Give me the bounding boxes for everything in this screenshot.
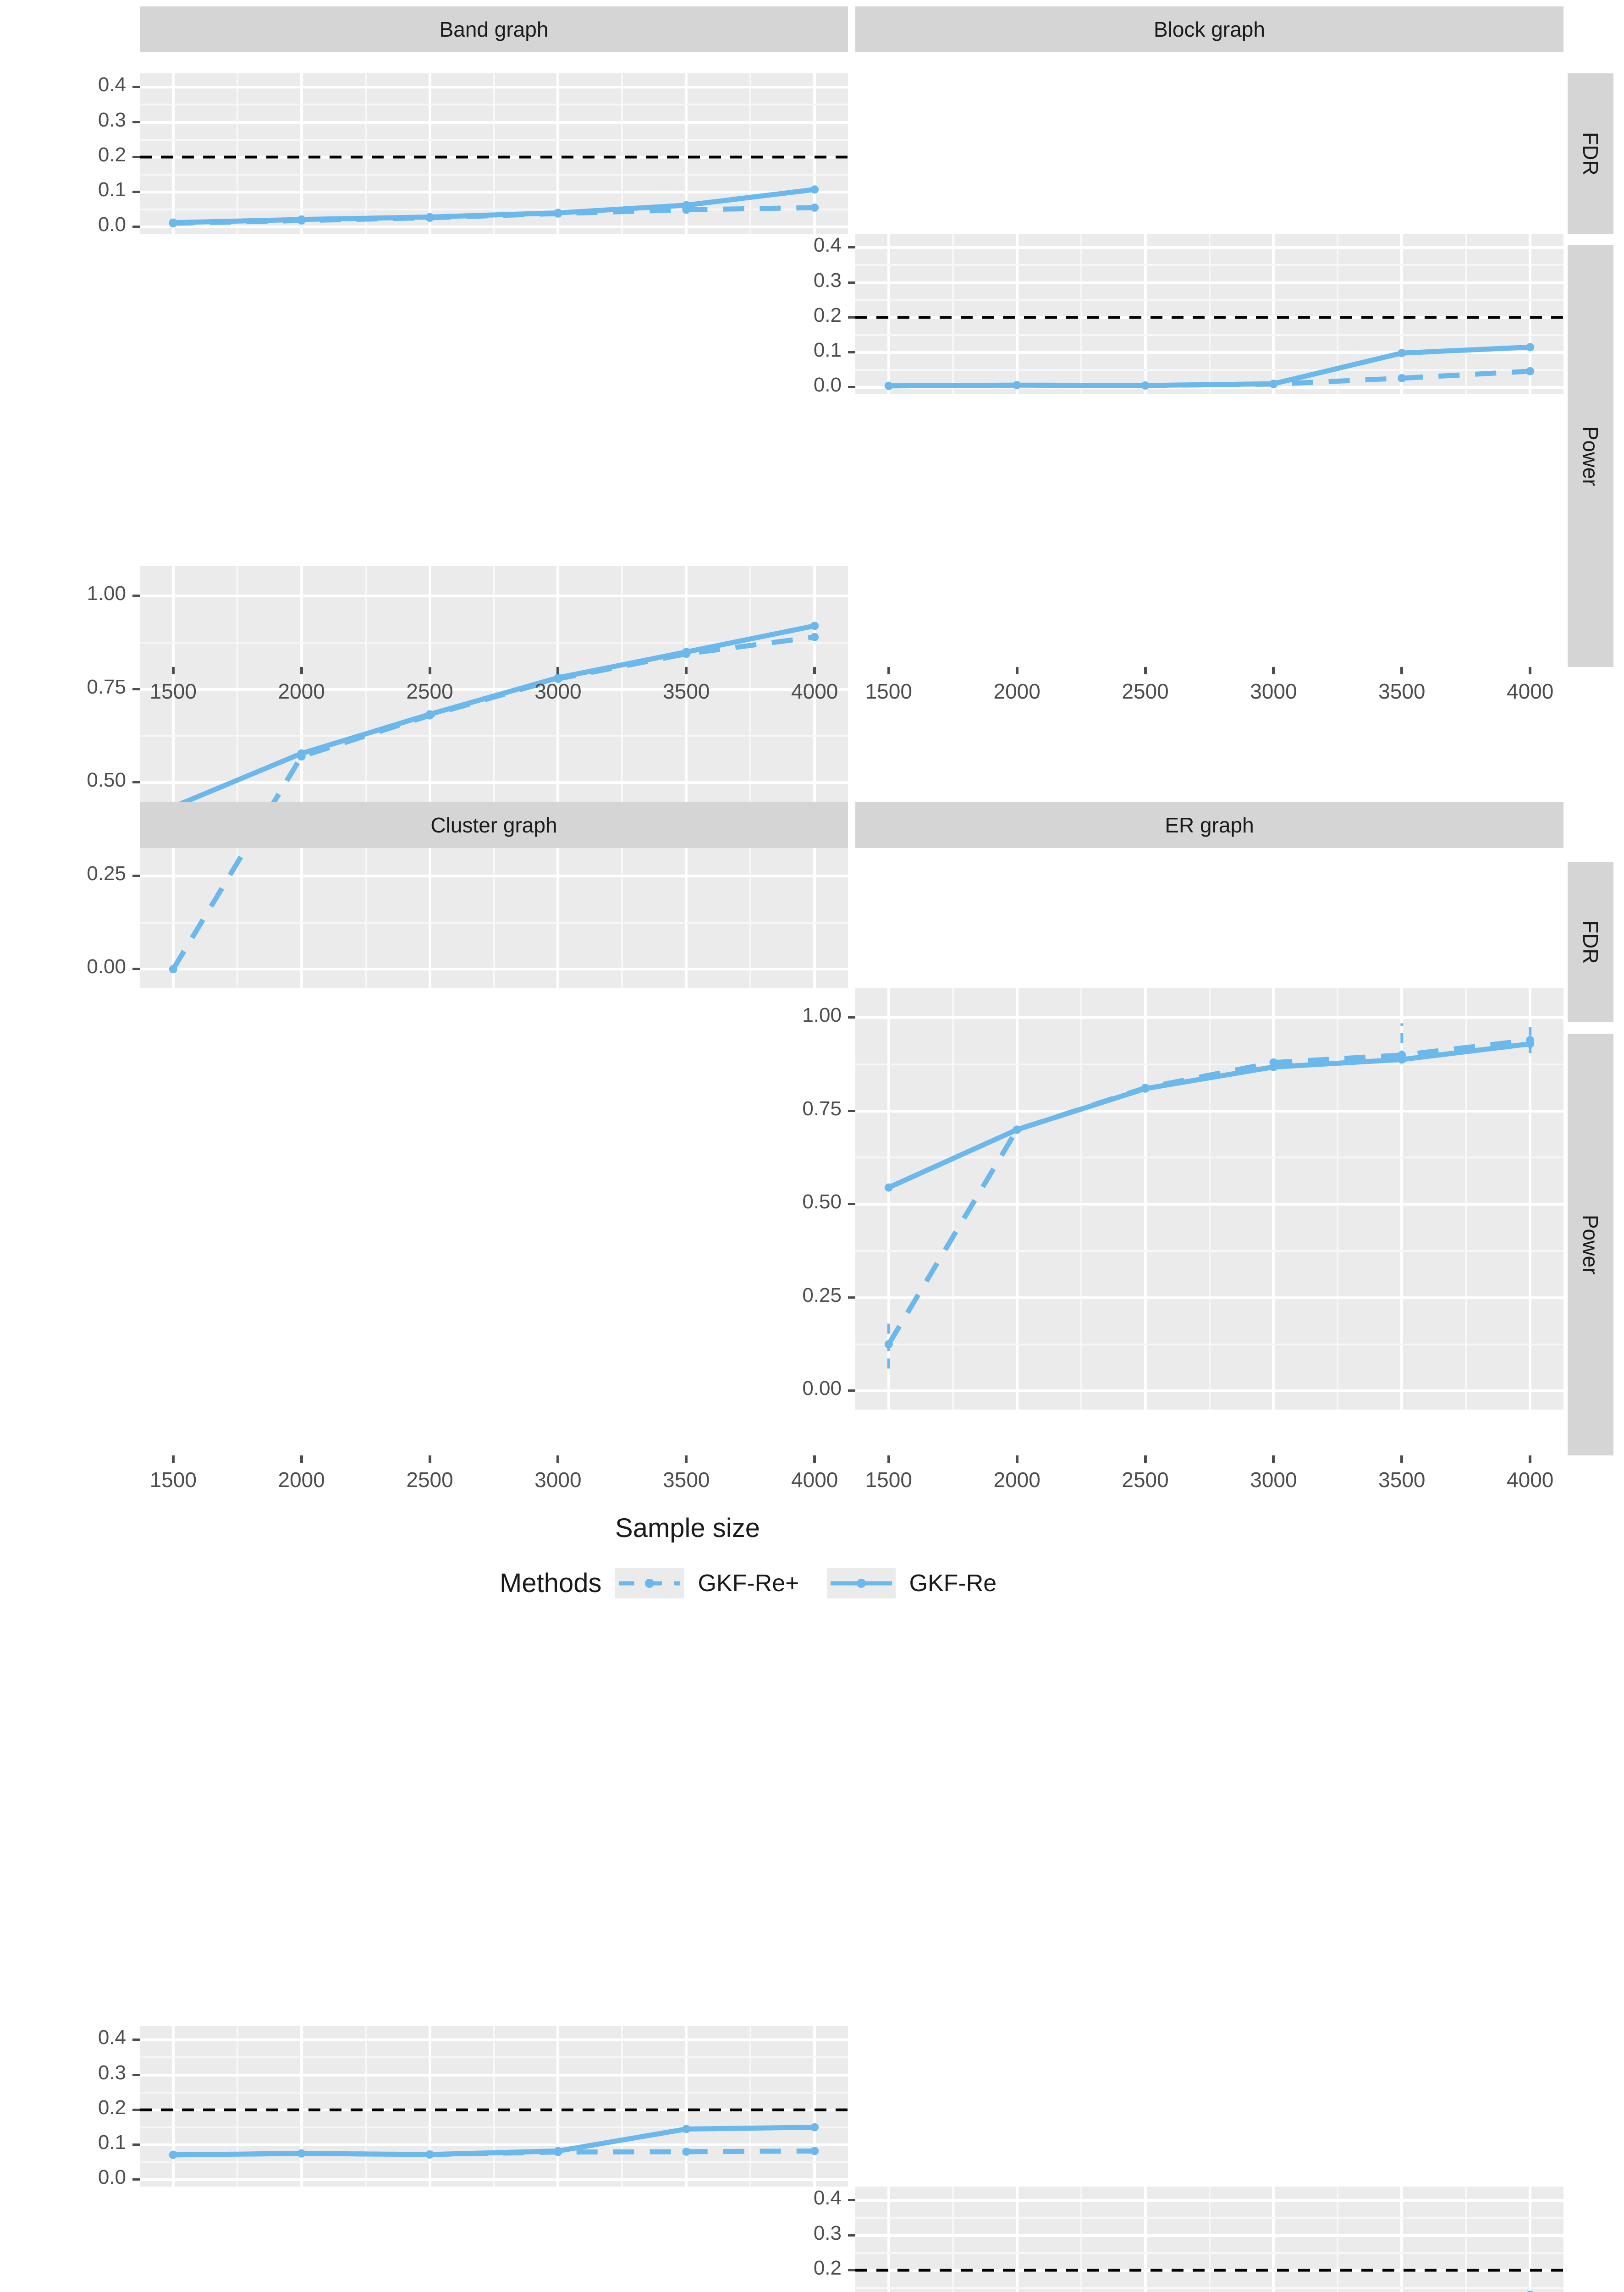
y-axis-tick-mark [132,875,140,877]
y-axis-tick-label: 0.2 [813,2256,842,2279]
y-axis-tick-label: 1.00 [802,1004,842,1027]
x-axis-tick-mark [685,667,688,674]
y-axis-tick-label: 0.4 [98,73,126,96]
y-axis-tick-label: 0.1 [98,2131,126,2154]
row-strip-fdr-bottom [1568,862,1613,1022]
x-axis-tick-label: 2000 [278,1468,325,1492]
y-axis-tick-mark [132,121,140,123]
panel-strip-label: Block graph [1154,17,1265,41]
x-axis-tick-label: 2500 [406,1468,453,1492]
y-axis-tick-label: 0.25 [87,862,126,885]
legend-line-dashed-icon [615,1568,684,1598]
y-axis-tick-label: 0.3 [98,108,126,131]
x-axis-tick-label: 4000 [1507,1468,1554,1492]
x-axis-tick-label: 1500 [865,679,912,703]
legend-line-solid-icon [827,1568,896,1598]
x-axis-tick-label: 3000 [534,1468,582,1492]
series-layer [855,2187,1563,2292]
series-layer [855,234,1563,394]
y-axis-tick-mark [848,1110,855,1112]
legend-title: Methods [500,1568,602,1598]
y-axis-tick-mark [848,351,855,353]
panel-cluster-fdr [140,2026,848,2187]
y-axis-tick-mark [848,2199,855,2201]
x-axis-tick-label: 3500 [1378,679,1426,703]
x-axis-tick-mark [1144,1455,1147,1463]
x-axis-tick-mark [1272,1455,1275,1463]
x-axis-tick-label: 3500 [1378,1468,1426,1492]
series-layer [140,2026,848,2187]
y-axis-tick-mark [848,1296,855,1299]
x-axis-tick-label: 3000 [534,679,582,703]
x-axis-tick-label: 2000 [278,679,325,703]
y-axis-tick-mark [132,226,140,228]
series-layer [855,988,1563,1410]
y-axis-tick-label: 0.2 [98,143,126,166]
y-axis-tick-label: 0.1 [813,338,842,361]
x-axis-tick-label: 1500 [149,1468,197,1492]
panel-strip-label: Band graph [439,17,549,41]
y-axis-tick-mark [132,156,140,158]
y-axis-tick-label: 0.3 [98,2061,126,2084]
row-strip-power-bottom [1568,1034,1613,1455]
x-axis-tick-mark [172,1455,175,1463]
series-layer [140,73,848,234]
y-axis-tick-label: 0.50 [87,769,126,792]
x-axis-tick-label: 4000 [791,1468,838,1492]
y-axis-tick-label: 0.4 [813,234,842,257]
y-axis-tick-label: 0.0 [98,2165,126,2188]
panel-band-fdr [140,73,848,234]
panel-strip-cluster-graph [140,802,848,848]
x-axis-tick-mark [813,667,816,674]
y-axis-tick-label: 0.75 [802,1097,842,1120]
x-axis-tick-mark [1272,667,1275,674]
x-axis-tick-label: 2500 [1122,679,1169,703]
x-axis-tick-mark [1016,667,1018,674]
legend-key-gkf-re [827,1568,896,1598]
y-axis-tick-mark [848,2234,855,2237]
legend [500,1568,996,1598]
y-axis-tick-label: 0.2 [813,303,842,326]
x-axis-tick-mark [1400,667,1403,674]
y-axis-tick-label: 0.3 [813,269,842,292]
y-axis-tick-mark [132,2109,140,2111]
x-axis-tick-mark [172,667,175,674]
x-axis-tick-label: 3500 [663,679,710,703]
x-axis-tick-mark [1529,667,1531,674]
legend-key-gkf-re-plus [615,1568,684,1598]
y-axis-tick-mark [132,781,140,783]
panel-strip-label: Cluster graph [430,813,557,837]
row-strip-label: FDR [1579,132,1602,176]
y-axis-tick-label: 0.00 [802,1377,842,1400]
y-axis-tick-mark [848,386,855,388]
x-axis-tick-mark [813,1455,816,1463]
panel-er-fdr [855,2187,1563,2292]
x-axis-tick-mark [887,1455,890,1463]
y-axis-tick-label: 0.25 [802,1284,842,1306]
y-axis-tick-mark [848,1203,855,1205]
x-axis-tick-label: 4000 [791,679,838,703]
row-strip-label: Power [1579,426,1602,486]
x-axis-title: Sample size [615,1513,760,1543]
legend-label-gkf-re-plus: GKF-Re+ [698,1570,799,1597]
row-strip-label: FDR [1579,920,1602,964]
y-axis-tick-mark [132,2178,140,2181]
y-axis-tick-label: 0.4 [98,2026,126,2049]
x-axis-tick-label: 3000 [1250,1468,1297,1492]
y-axis-tick-mark [132,2074,140,2076]
x-axis-tick-label: 1500 [149,679,197,703]
y-axis-tick-mark [848,1016,855,1019]
x-axis-tick-mark [1529,1455,1531,1463]
row-strip-label: Power [1579,1214,1602,1275]
x-axis-tick-label: 2500 [406,679,453,703]
y-axis-tick-label: 1.00 [87,582,126,605]
x-axis-tick-mark [300,667,303,674]
panel-strip-er-graph [855,802,1563,848]
y-axis-tick-label: 0.75 [87,675,126,698]
row-strip-power-top [1568,245,1613,667]
x-axis-tick-label: 3500 [663,1468,710,1492]
x-axis-tick-mark [556,667,559,674]
legend-label-gkf-re: GKF-Re [909,1570,997,1597]
x-axis-tick-mark [429,667,431,674]
y-axis-tick-mark [848,316,855,319]
y-axis-tick-label: 0.3 [813,2221,842,2244]
panel-strip-block-graph [855,6,1563,52]
y-axis-tick-label: 0.4 [813,2187,842,2209]
panel-strip-band-graph [140,6,848,52]
row-strip-fdr-top [1568,73,1613,234]
y-axis-tick-label: 0.1 [98,178,126,201]
x-axis-tick-mark [1400,1455,1403,1463]
y-axis-tick-mark [848,281,855,284]
x-axis-tick-label: 2000 [993,679,1040,703]
x-axis-tick-mark [1016,1455,1018,1463]
y-axis-tick-mark [848,2269,855,2271]
x-axis-tick-label: 1500 [865,1468,912,1492]
x-axis-tick-mark [556,1455,559,1463]
y-axis-tick-mark [848,1389,855,1392]
panel-block-fdr [855,234,1563,394]
y-axis-tick-label: 0.50 [802,1190,842,1213]
y-axis-tick-label: 0.0 [813,373,842,396]
panel-strip-label: ER graph [1165,813,1254,837]
y-axis-tick-label: 0.2 [98,2096,126,2119]
y-axis-tick-mark [132,86,140,88]
y-axis-tick-mark [132,2143,140,2146]
y-axis-tick-mark [132,968,140,970]
y-axis-tick-mark [848,246,855,248]
x-axis-tick-mark [1144,667,1147,674]
series-layer [140,566,848,988]
y-axis-tick-label: 0.00 [87,955,126,978]
x-axis-tick-mark [685,1455,688,1463]
x-axis-tick-mark [300,1455,303,1463]
x-axis-tick-mark [429,1455,431,1463]
panel-block-power [855,988,1563,1410]
x-axis-tick-mark [887,667,890,674]
y-axis-tick-label: 0.0 [98,213,126,236]
y-axis-tick-mark [132,595,140,597]
x-axis-tick-label: 2000 [993,1468,1040,1492]
x-axis-tick-label: 3000 [1250,679,1297,703]
panel-band-power [140,566,848,988]
x-axis-tick-label: 4000 [1507,679,1554,703]
x-axis-tick-label: 2500 [1122,1468,1169,1492]
y-axis-tick-mark [132,2039,140,2041]
y-axis-tick-mark [132,191,140,193]
